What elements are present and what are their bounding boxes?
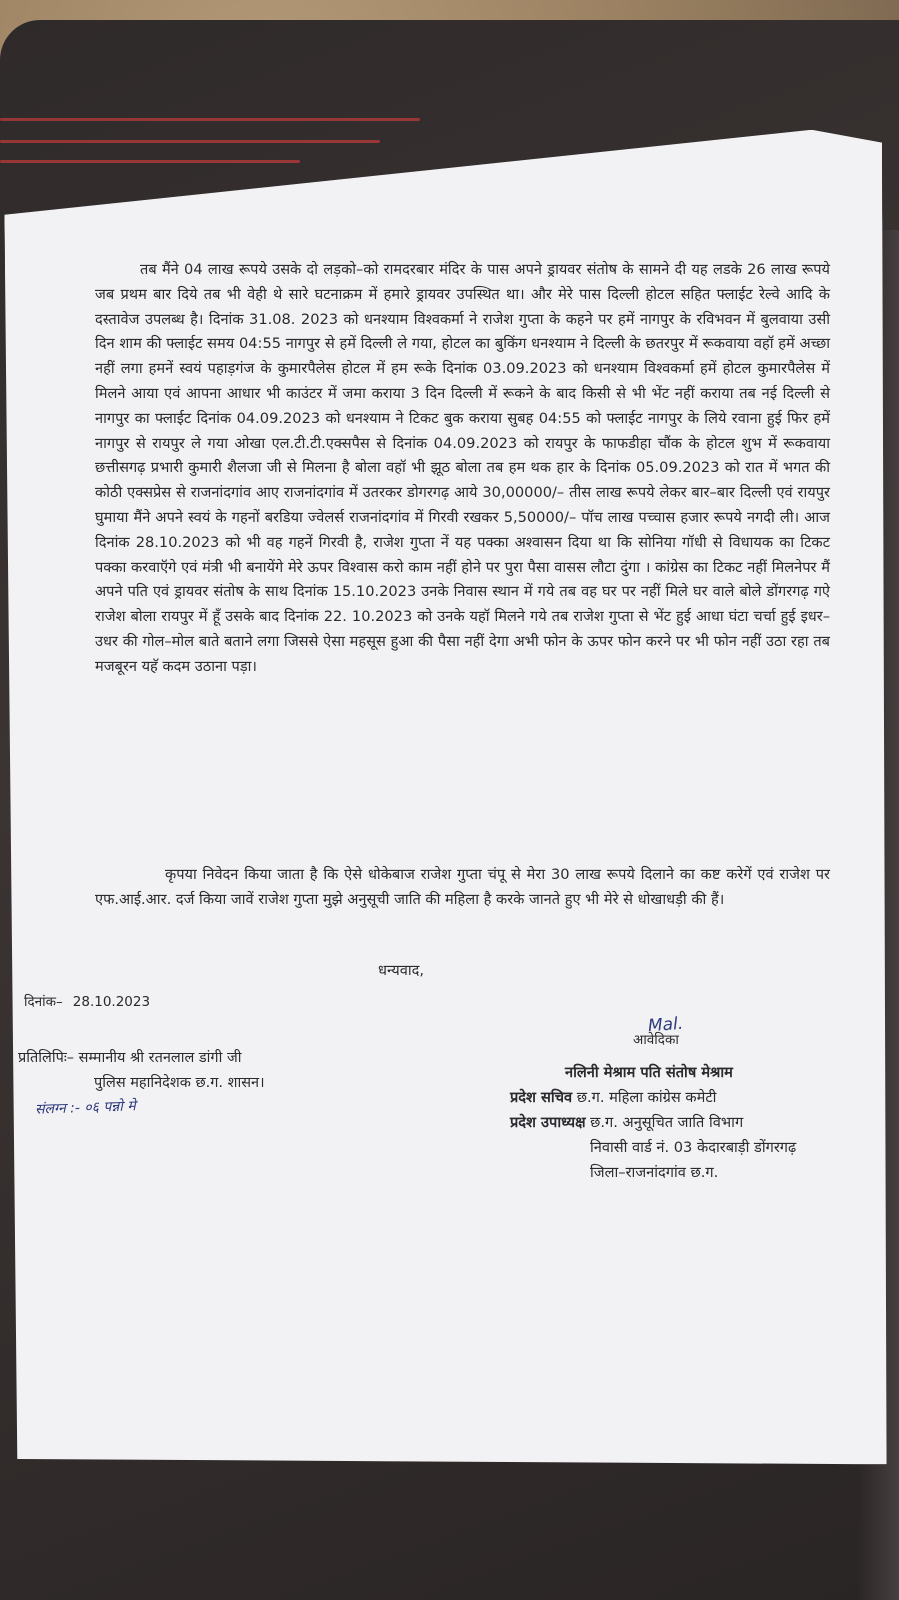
- designation-2-title: प्रदेश उपाध्यक्ष: [510, 1114, 586, 1131]
- date-line: [24, 992, 150, 1010]
- handwritten-enclosure-note: संलग्न :- ०६ पन्नो मे: [34, 1098, 137, 1118]
- sender-address: निवासी वार्ड नं. 03 केदारबाड़ी डोंगरगढ़: [590, 1139, 797, 1156]
- cc-line-1: प्रतिलिपिः– सम्मानीय श्री रतनलाल डांगी जी: [18, 1050, 242, 1066]
- sender-designation-1: [510, 1085, 796, 1110]
- sender-designation-2: [510, 1110, 796, 1135]
- cushion-stitch: [0, 118, 420, 121]
- closing-thanks: धन्यवाद,: [378, 962, 425, 979]
- copy-to-block: [18, 1046, 265, 1096]
- designation-2-org: छ.ग. अनुसूचित जाति विभाग: [585, 1114, 744, 1131]
- date-label: दिनांक–: [24, 994, 63, 1010]
- sender-block: [510, 1060, 796, 1185]
- letter-paragraph-request: कृपया निवेदन किया जाता है कि ऐसे धोकेबाज राजेश गुप्ता चंपू से मेरा 30 लाख रूपये दिलाने का कष्ट करेगें एवं राजेश पर एफ.आई.आर. दर्ज किया जावें राजेश गुप्ता मुझे अनुसूची जाति की महिला है करके जानते हुए भी मेरे से धोखाधड़ी की हैं।: [95, 866, 830, 908]
- letter-paragraph-main: तब मैंने 04 लाख रूपये उसके दो लड़को–को रामदरबार मंदिर के पास अपने ड्रायवर संतोष के सामने दी यह लडके 26 लाख रूपये जब प्रथम बार दिये तब भी वेही थे सारे घटनाक्रम में हमारे ड्रायवर उपस्थित था। और मेरे पास दिल्ली होटल सहित फ्लाईट रेल्वे आदि के दस्तावेज उपलब्ध है। दिनांक 31.08. 2023 को धनश्याम विश्वकर्मा ने राजेश गुप्ता के कहने पर हमें नागपुर के रविभवन में बुलवाया उसी दिन शाम की फ्लाईट समय 04:55 नागपुर से हमें दिल्ली ले गया, होटल का बुकिंग धनश्याम ने दिल्ली के छतरपुर में रूकवाया वहॉ हमें अच्छा नहीं लगा हमनें स्वयं पहाड़गंज के कुमारपैलेस होटल में हम रूके दिनांक 03.09.2023 को धनश्याम विश्वकर्मा हमें होटल कुमारपैलेस में मिलने आया एवं आपना आधार भी काउंटर में जमा कराया 3 दिन दिल्ली में रूकने के बाद किसी से भी भेंट नहीं कराया तब नई दिल्ली से नागपुर का फ्लाईट दिनांक 04.09.2023 को धनश्याम ने टिकट बुक कराया सुबह 04:55 को फ्लाईट नागपुर के लिये रवाना हुई फिर हमें नागपुर से रायपुर ले गया ओखा एल.टी.टी.एक्सपैस से दिनांक 04.09.2023 को रायपुर के फाफडीहा चौंक के होटल शुभ में रूकवाया छत्तीसगढ़ प्रभारी कुमारी शैलजा जी से मिलना है बोला वहॉ भी झूठ बोला तब हम थक हार के दिनांक 05.09.2023 को रात में भगत की कोठी एक्सप्रेस से राजनांदगांव आए राजनांदगांव में उतरकर डोगरगढ़ आये 30,00000/– तीस लाख रूपये लेकर बार–बार दिल्ली एवं रायपुर घुमाया मैंने अपने स्वयं के गहनों बरडिया ज्वेलर्स राजनांदगांव में गिरवी रखकर 5,50000/– पॉच लाख पच्चास हजार रूपये नगदी ली। आज दिनांक 28.10.2023 को भी वह गहनें गिरवी है, राजेश गुप्ता नें यह पक्का अश्वासन दिया था कि सोनिया गॉधी से विधायक का टिकट पक्का करवाऍगे एवं मंत्री भी बनायेंगे मेरे ऊपर विश्वास करो काम नहीं होने पर पुरा पैसा वासस लौटा दुंगा । कांग्रेस का टिकट नहीं मिलनेपर मैं अपने पति एवं ड्रायवर संतोष के साथ दिनांक 15.10.2023 उनके निवास स्थान में गये तब वह घर पर नहीं मिले घर वाले बोले डोंगरगढ़ गऐ राजेश बोला रायपुर में हूँ उसके बाद दिनांक 22. 10.2023 को उनके यहॉ मिलने गये तब राजेश गुप्ता से भेंट हुई आधा घंटा चर्चा हुई इधर–उधर की गोल–मोल बाते बताने लगा जिससे ऐसा महसूस हुआ की पैसा नहीं देगा अभी फोन के ऊपर फोन करने पर भी फोन नहीं उठा रहा तब मजबूरन यहॅ कदम उठाना पड़ा।: [95, 261, 830, 675]
- sender-name: नलिनी मेश्राम पति संतोष मेश्राम: [565, 1064, 733, 1081]
- cushion-stitch: [0, 160, 300, 163]
- handwritten-signature: Mal.: [647, 1013, 684, 1037]
- sender-district: जिला–राजनांदगांव छ.ग.: [590, 1164, 719, 1181]
- applicant-label: आवेदिका: [633, 1032, 679, 1048]
- cc-line-2: पुलिस महानिदेशक छ.ग. शासन।: [94, 1075, 265, 1091]
- date-value: 28.10.2023: [72, 994, 151, 1010]
- designation-1-org: छ.ग. महिला कांग्रेस कमेटी: [572, 1089, 717, 1106]
- cushion-stitch: [0, 140, 380, 143]
- designation-1-title: प्रदेश सचिव: [510, 1089, 573, 1106]
